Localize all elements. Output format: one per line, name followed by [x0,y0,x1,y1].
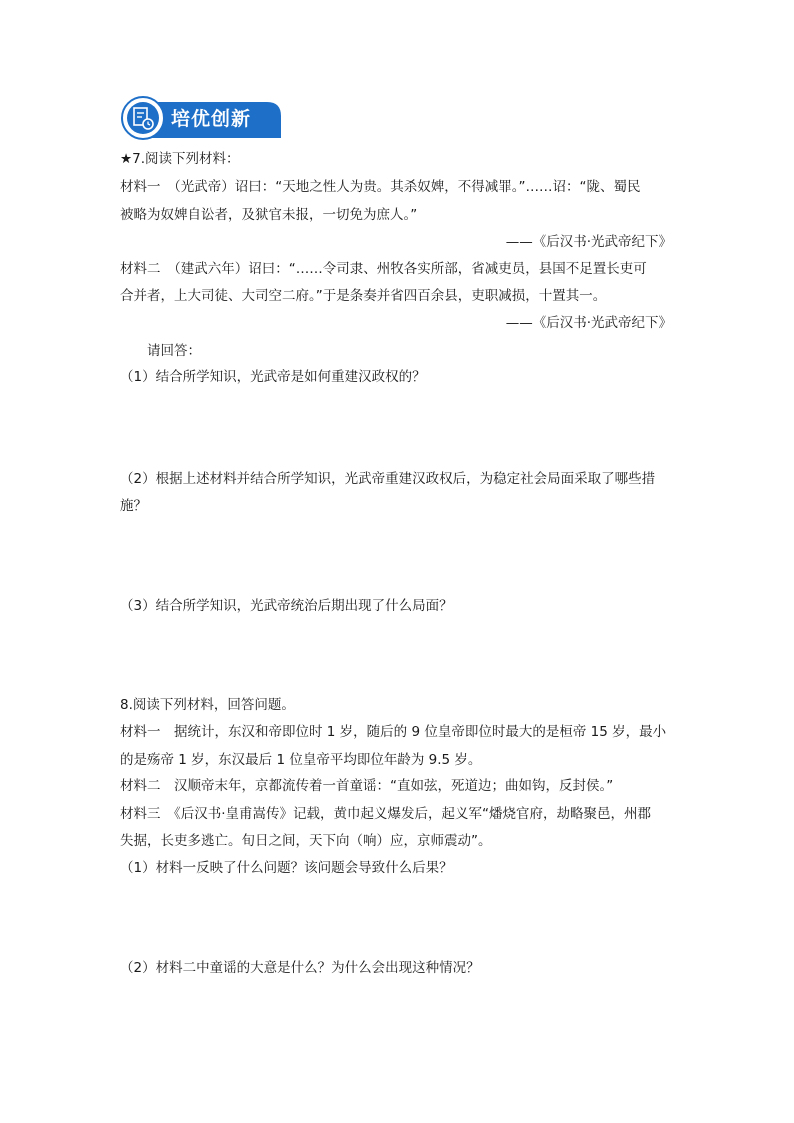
q7-prompt: 请回答： [147,343,201,359]
q7-material-2-line-1: 材料二 （建武六年）诏曰：“……令司隶、州牧各实所部，省减吏员，县国不足置长吏可 [120,261,647,277]
q7-question-2-line-1: （2）根据上述材料并结合所学知识，光武帝重建汉政权后，为稳定社会局面采取了哪些措 [120,471,656,487]
q7-question-3: （3）结合所学知识，光武帝统治后期出现了什么局面？ [120,598,453,614]
section-badge [121,96,283,140]
q8-question-1: （1）材料一反映了什么问题？该问题会导致什么后果？ [120,860,453,876]
q8-material-3-line-1: 材料三 《后汉书·皇甫嵩传》记载，黄巾起义爆发后，起义军“燔烧官府，劫略聚邑，州郡 [120,806,652,822]
q7-question-1: （1）结合所学知识，光武帝是如何重建汉政权的？ [120,369,426,385]
q8-material-1-line-2: 的是殇帝 1 岁，东汉最后 1 位皇帝平均即位年龄为 9.5 岁。 [120,752,482,768]
q8-material-1-line-1: 材料一 据统计，东汉和帝即位时 1 岁，随后的 9 位皇帝即位时最大的是桓帝 15 岁，最小 [120,724,667,740]
q8-material-3-line-2: 失据，长吏多逃亡。旬日之间，天下向（响）应，京师震动”。 [120,833,492,849]
q8-intro: 8.阅读下列材料，回答问题。 [120,697,295,713]
q8-question-2: （2）材料二中童谣的大意是什么？为什么会出现这种情况？ [120,960,480,976]
q7-material-1-line-1: 材料一 （光武帝）诏曰：“天地之性人为贵。其杀奴婢，不得减罪。”……诏：“陇、蜀民 [120,179,641,195]
q7-material-1-line-2: 被略为奴婢自讼者，及狱官未报，一切免为庶人。” [120,207,418,223]
document-clock-icon [121,96,165,140]
q7-material-2-source: ——《后汉书·光武帝纪下》 [505,315,672,331]
section-title: 培优创新 [171,108,252,130]
q7-material-2-line-2: 合并者，上大司徒、大司空二府。”于是条奏并省四百余县，吏职减损，十置其一。 [120,288,607,304]
q7-intro: ★7.阅读下列材料： [120,151,240,167]
q8-material-2: 材料二 汉顺帝末年，京都流传着一首童谣：“直如弦，死道边；曲如钩，反封侯。” [120,778,614,794]
q7-material-1-source: ——《后汉书·光武帝纪下》 [505,234,672,250]
q7-question-2-line-2: 施？ [120,498,147,514]
